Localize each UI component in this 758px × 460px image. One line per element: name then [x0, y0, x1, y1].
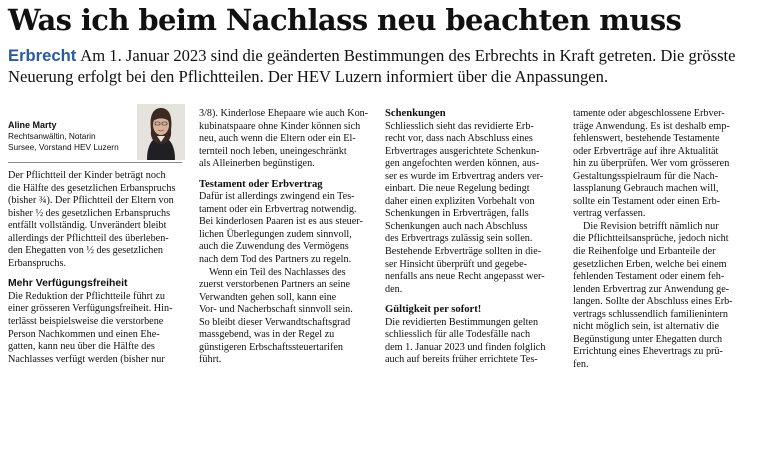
text-line: ternteil noch leben, uneingeschränkt — [199, 145, 347, 157]
text-line: terlässt beispielsweise die verstorbene — [8, 316, 164, 328]
text-line: Wenn ein Teil des Nachlasses des — [209, 266, 346, 278]
column-3 — [385, 108, 563, 367]
headline: Was ich beim Nachlass neu beachten muss — [8, 3, 682, 37]
text-line: den Ehegatten von ½ des gesetzlichen — [8, 245, 164, 257]
text-line: träge Anwendung. Es ist deshalb emp- — [573, 120, 730, 132]
text-line: nicht möglich sein, ist alternativ die — [573, 321, 719, 333]
text-line: nach dem Tod des Partners zu regeln. — [199, 254, 352, 266]
text-line: auch die Zuwendung des Vermögens — [199, 241, 349, 253]
col1-paragraph-2 — [8, 291, 186, 366]
author-name: Aline Marty — [8, 120, 57, 130]
text-line: Schenkungen in Erbverträgen, falls — [385, 208, 529, 220]
kicker: Erbrecht — [8, 46, 77, 65]
text-line: So bleibt dieser Verwandtschaftsgrad — [199, 316, 351, 328]
subheading-gueltigkeit: Gültigkeit per sofort! — [385, 304, 482, 316]
text-line: Vor- und Nacherbschaft sinnvoll sein. — [199, 304, 353, 316]
text-line: vertrags schlussendlich familienintern — [573, 308, 729, 320]
text-line: Die Revision betrifft nämlich nur — [583, 220, 719, 232]
text-line: langen. Sollte der Abschluss eines Erb- — [573, 296, 733, 308]
text-line: Bei kinderlosen Paaren ist es aus steuer- — [199, 216, 363, 228]
text-line: auch auf bereits früher errichtete Tes- — [385, 354, 538, 366]
text-line: führt. — [199, 354, 222, 366]
text-line: Schliesslich sieht das revidierte Erb- — [385, 120, 534, 132]
text-line: neu, auch wenn die Eltern oder ein El- — [199, 133, 356, 145]
text-line: fen. — [573, 358, 589, 370]
text-line: Erbanspruchs. — [8, 257, 66, 269]
text-line: hin zu überprüfen. Wer vom grösseren — [573, 158, 730, 170]
lead-paragraph — [8, 46, 753, 87]
text-line: Die revidierten Bestimmungen gelten — [385, 316, 539, 328]
text-line: dem 1. Januar 2023 und finden folglich — [385, 341, 546, 353]
text-line: sollte ein Testament oder einen Erb- — [573, 195, 721, 207]
text-line: recht vor, dass nach Abschluss eines — [385, 133, 533, 145]
text-line: schliesslich für alle Todesfälle nach — [385, 329, 531, 341]
col3-paragraph-2 — [385, 317, 563, 367]
text-line: gatten, kann neu über die Hälfte des — [8, 341, 155, 353]
text-line: ser Hinsicht überprüft und gegebe- — [385, 258, 528, 270]
col1-paragraph-1 — [8, 170, 186, 270]
text-line: oder Erbverträge auf ihre Aktualität — [573, 145, 719, 157]
text-line: tament oder ein Erbvertrag notwendig. — [199, 203, 357, 215]
text-line: Begünstigung unter Ehegatten durch — [573, 333, 723, 345]
subheading-verfuegungsfreiheit: Mehr Verfügungsfreiheit — [8, 278, 128, 290]
text-line: Nachlasses verfügt werden (bisher nur — [8, 353, 165, 365]
author-info — [8, 120, 119, 153]
column-4 — [573, 108, 753, 371]
text-line: fehlenswert, bestehende Testamente — [573, 133, 720, 145]
text-line: den. — [385, 283, 403, 295]
column-2 — [199, 108, 377, 367]
text-line: allerdings der Pflichtteil des überleben- — [8, 232, 169, 244]
text-line: Der Pflichtteil der Kinder beträgt noch — [8, 170, 166, 181]
text-line: einbart. Die neue Regelung bedingt — [385, 183, 530, 195]
text-line: des Erbvertrags zulässig sein sollen. — [385, 233, 533, 245]
text-line: fehlenden Testament oder einem feh- — [573, 271, 725, 283]
text-line: Person Nachkommen und einen Ehe- — [8, 328, 160, 340]
text-line: vertrag verfassen. — [573, 208, 646, 220]
text-line: tamente oder abgeschlossene Erbver- — [573, 108, 725, 119]
text-line: ser es wurde im Erbvertrag anders ver- — [385, 170, 544, 182]
subheading-testament: Testament oder Erbvertrag — [199, 178, 323, 190]
text-line: lichen Überlegungen zudem sinnvoll, — [199, 228, 352, 240]
text-line: Bestehende Erbverträge sollten in die- — [385, 246, 542, 258]
text-line: die Hälfte des gesetzlichen Erbanspruchs — [8, 182, 176, 194]
col4-paragraph-1 — [573, 108, 753, 221]
text-line: bisher ½ des gesetzlichen Erbanspruchs — [8, 207, 171, 219]
text-line: die Pflichtteilsansprüche, jedoch nicht — [573, 233, 729, 245]
text-line: günstigeren Erbschaftssteuertarifen — [199, 341, 343, 353]
col2-paragraph-2 — [199, 191, 377, 266]
text-line: gen angefochten werden können, aus- — [385, 158, 540, 170]
text-line: zuerst verstorbenen Partners an seine — [199, 279, 351, 291]
col2-paragraph-3 — [199, 267, 377, 367]
author-box — [8, 104, 182, 163]
text-line: Gestaltungsspielraum für die Nach- — [573, 170, 719, 182]
col2-paragraph-1 — [199, 108, 377, 171]
text-line: nenfalls ans neue Recht angepasst wer- — [385, 271, 545, 283]
text-line: daher einen expliziten Vorbehalt von — [385, 195, 535, 207]
text-line: lassplanung Gebrauch machen will, — [573, 183, 719, 195]
col3-paragraph-1 — [385, 121, 563, 297]
text-line: kubinatspaare ohne Kinder können sich — [199, 120, 361, 132]
text-line: die Reihenfolge und Erbanteile der — [573, 246, 716, 258]
text-line: entfällt vollständig. Unverändert bleibt — [8, 220, 167, 232]
author-portrait — [137, 104, 185, 160]
text-line: einer grösseren Verfügungsfreiheit. Hin- — [8, 303, 173, 315]
column-1 — [8, 170, 186, 366]
col4-paragraph-2 — [573, 221, 753, 372]
text-line: 3/8). Kinderlose Ehepaare wie auch Kon- — [199, 108, 369, 119]
author-affiliation: Sursee, Vorstand HEV Luzern — [8, 142, 119, 152]
text-line: Errichtung eines Ehevertrags zu prü- — [573, 346, 723, 358]
text-line: als Alleinerben begünstigen. — [199, 158, 315, 170]
text-line: Verwandten gehen soll, kann eine — [199, 291, 337, 303]
text-line: lenden Erbvertrag zur Anwendung ge- — [573, 283, 730, 295]
author-role: Rechtsanwältin, Notarin — [8, 131, 96, 141]
subheading-schenkungen: Schenkungen — [385, 108, 446, 119]
text-line: Schenkungen auch nach Abschluss — [385, 220, 528, 232]
text-line: gesetzlichen Erben, welche bei einem — [573, 258, 727, 270]
lead-text: Am 1. Januar 2023 sind die geänderten Bestimmungen des Erbrechts in Kraft getreten. Die grösste Neuerung erfolgt bei den Pflichtteilen. Der HEV Luzern informiert über die Anpassungen. — [8, 46, 736, 86]
text-line: massgebend, was in der Regel zu — [199, 329, 335, 341]
text-line: Dafür ist allerdings zwingend ein Tes- — [199, 191, 355, 203]
text-line: Die Reduktion der Pflichtteile führt zu — [8, 290, 166, 302]
text-line: Erbvertrages ausgerichtete Schenkun- — [385, 145, 540, 157]
text-line: (bisher ¾). Der Pflichtteil der Eltern von — [8, 195, 174, 207]
